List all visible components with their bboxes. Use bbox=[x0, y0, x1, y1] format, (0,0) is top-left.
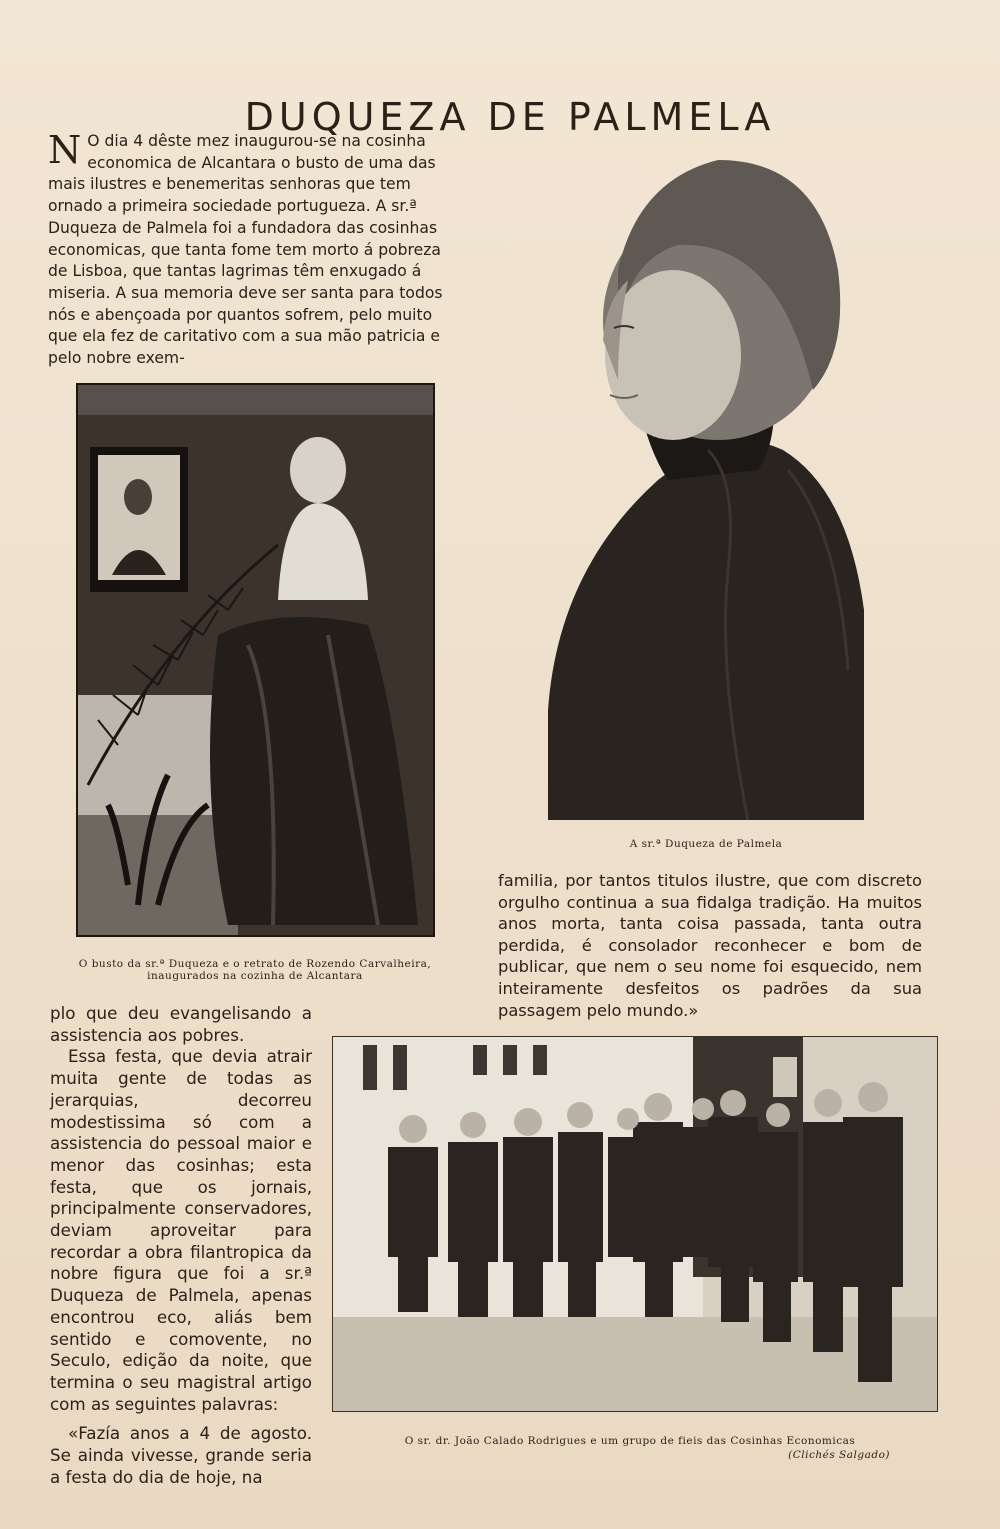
group-caption bbox=[340, 1434, 920, 1462]
left-paragraph-1: plo que deu evangelisando a assistencia aos pobres. bbox=[50, 1003, 312, 1045]
left-paragraph-3: «Fazía anos a 4 de agosto. Se ainda vivesse, grande seria a festa do dia de hoje, na bbox=[50, 1423, 312, 1487]
left-column-text bbox=[50, 1003, 312, 1488]
intro-text: O dia 4 dêste mez inaugurou-se na cosinha economica de Alcantara o busto de uma das mais ilustres e benemeritas senhoras que tem ornado a primeira sociedade portugueza. A sr.ª Duqueza de Palmela foi a fundadora das cosinhas economicas, que tanta fome tem morto á pobreza de Lisboa, que tantas lagrimas têm enxugado á miseria. A sua memoria deve ser santa para todos nós e abençoada por quantos sofrem, pelo muito que ela fez de caritativo com a sua mão patricia e pelo nobre exem- bbox=[48, 132, 443, 368]
bust-caption-line1: O busto da sr.ª Duqueza e o retrato de Rozendo Carvalheira, bbox=[78, 958, 432, 970]
bust-caption-line2: inaugurados na cozinha de Alcantara bbox=[147, 970, 363, 982]
group-photo bbox=[332, 1036, 938, 1412]
photo-credit: (Clichés Salgado) bbox=[788, 1449, 890, 1461]
bust-caption bbox=[40, 958, 470, 982]
intro-paragraph bbox=[48, 128, 464, 370]
drop-cap: N bbox=[48, 128, 82, 172]
right-column-text bbox=[498, 870, 922, 1021]
duchess-portrait-photo bbox=[548, 150, 864, 820]
group-caption-text: O sr. dr. João Calado Rodrigues e um grupo de fieis das Cosinhas Economicas bbox=[404, 1435, 856, 1447]
bust-photo bbox=[76, 383, 435, 937]
right-column-paragraph: familia, por tantos titulos ilustre, que com discreto orgulho continua a sua fidalga tradição. Ha muitos anos morta, tanta coisa passada, tanta outra perdida, é consolador reconhecer e bom de publicar, que nem o seu nome foi esquecido, nem inteiramente desfeitos os padrões da sua passagem pelo mundo.» bbox=[498, 871, 922, 1020]
page-title: DUQUEZA DE PALMELA bbox=[244, 95, 776, 140]
portrait-caption: A sr.ª Duqueza de Palmela bbox=[629, 838, 783, 850]
left-paragraph-2: Essa festa, que devia atrair muita gente de todas as jerarquias, decorreu modestissima só com a assistencia do pessoal maior e menor das cosinhas; esta festa, que os jornais, principalmente conservadores, deviam aproveitar para recordar a obra filantropica da nobre figura que foi a sr.ª Duqueza de Palmela, apenas encontrou eco, aliás bem sentido e comovente, no Seculo, edição da noite, que termina o seu magistral artigo com as seguintes palavras: bbox=[50, 1046, 312, 1414]
